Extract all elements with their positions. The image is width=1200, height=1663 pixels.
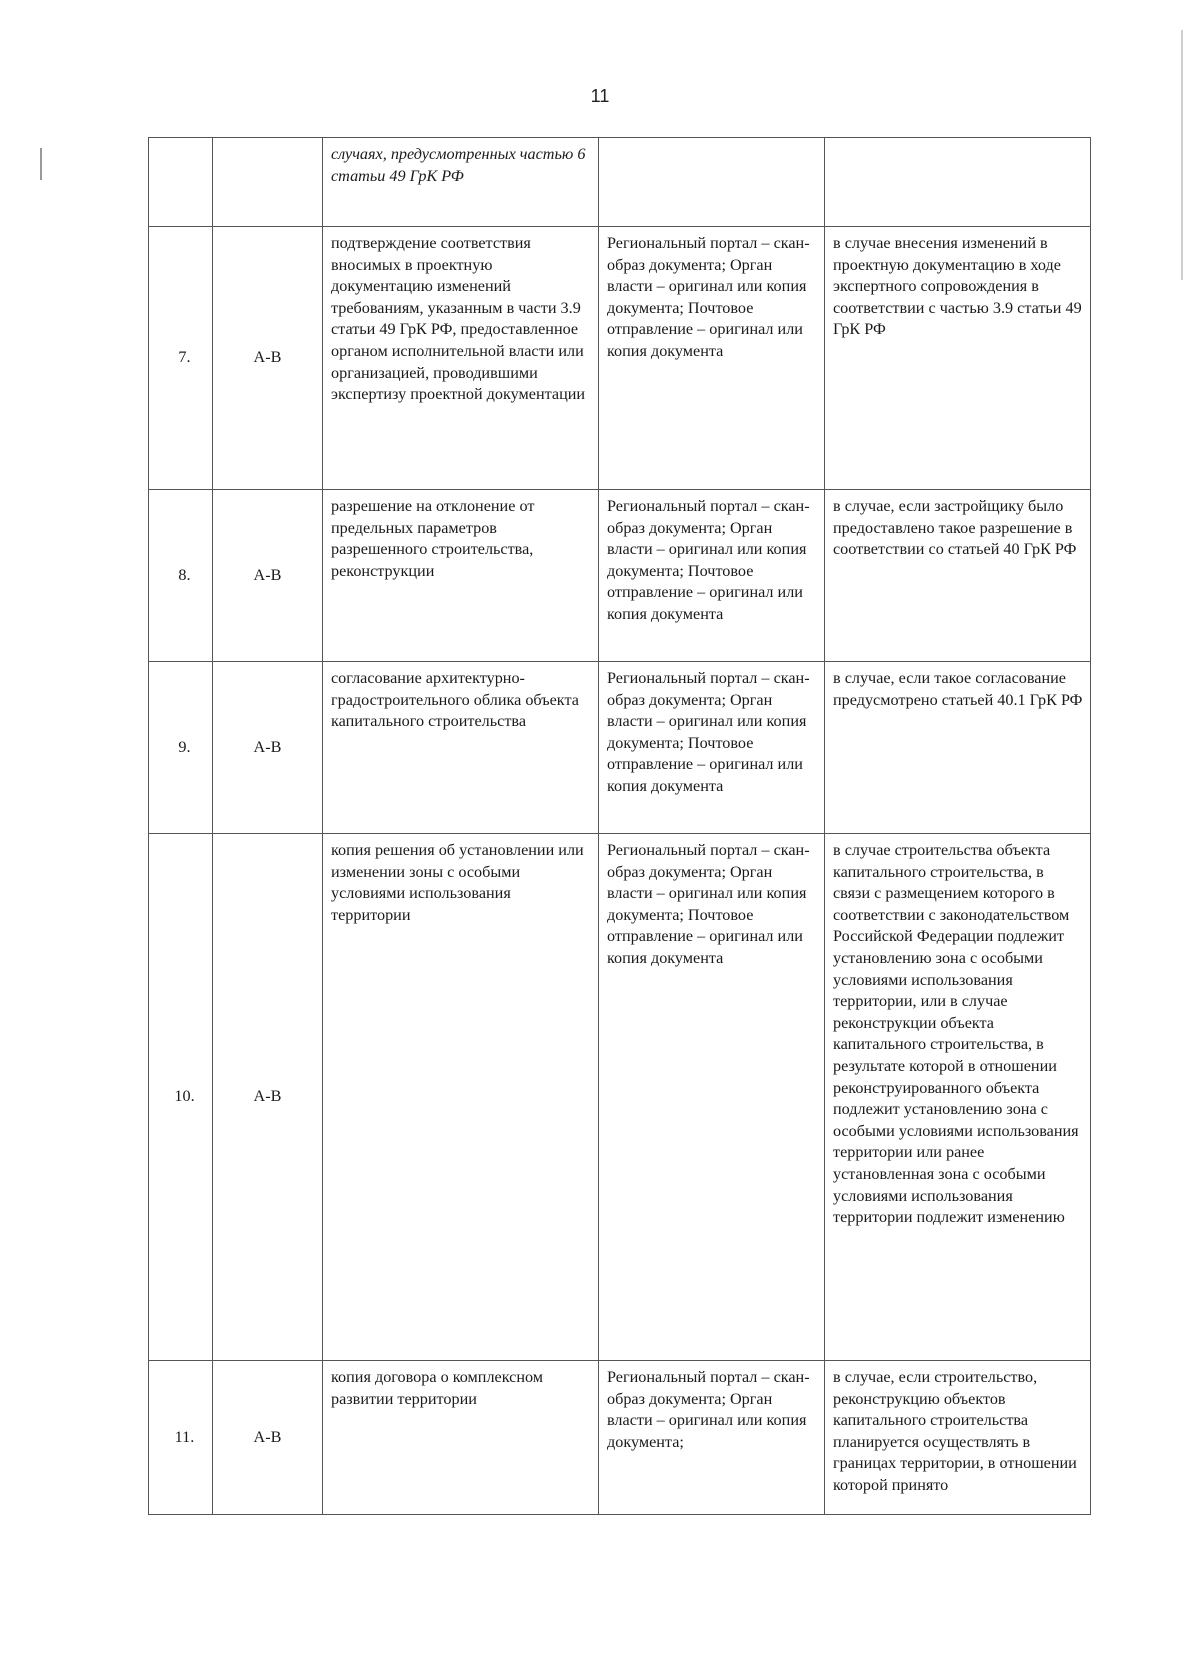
document-name: разрешение на отклонение от предельных параметров разрешенного строительства, реконструкции xyxy=(323,490,599,662)
submission-method xyxy=(599,138,825,227)
document-name: случаях, предусмотренных частью 6 статьи 49 ГрК РФ xyxy=(323,138,599,227)
row-code: А-В xyxy=(213,834,323,1361)
submission-method: Региональный портал – скан-образ документа; Орган власти – оригинал или копия документа; Почтовое отправление – оригинал или копия документа xyxy=(599,834,825,1361)
submission-method: Региональный портал – скан-образ документа; Орган власти – оригинал или копия документа; xyxy=(599,1361,825,1515)
condition: в случае строительства объекта капитального строительства, в связи с размещением которого в соответствии с законодательством Российской Федерации подлежит установлению зона с особыми условиями использования территории, или в случае реконструкции объекта капитального строительства, в результате которой в отношении реконструированного объекта подлежит установлению зона с особыми условиями использования территории или ранее установленная зона с особыми условиями использования территории подлежит изменению xyxy=(825,834,1091,1361)
table-row xyxy=(149,834,1091,1361)
scan-mark-left xyxy=(40,148,42,180)
table-row xyxy=(149,227,1091,490)
row-code: А-В xyxy=(213,227,323,490)
documents-table xyxy=(148,137,1091,1515)
condition: в случае, если застройщику было предоставлено такое разрешение в соответствии со статьей 40 ГрК РФ xyxy=(825,490,1091,662)
document-name: копия решения об установлении или изменении зоны с особыми условиями использования территории xyxy=(323,834,599,1361)
row-code: А-В xyxy=(213,1361,323,1515)
document-name: копия договора о комплексном развитии территории xyxy=(323,1361,599,1515)
condition: в случае, если строительство, реконструкцию объектов капитального строительства планируется осуществлять в границах территории, в отношении которой принято xyxy=(825,1361,1091,1515)
row-number: 8. xyxy=(149,490,213,662)
scan-mark-right xyxy=(1181,30,1183,280)
row-number: 10. xyxy=(149,834,213,1361)
submission-method: Региональный портал – скан-образ документа; Орган власти – оригинал или копия документа; Почтовое отправление – оригинал или копия документа xyxy=(599,490,825,662)
table-row xyxy=(149,1361,1091,1515)
submission-method: Региональный портал – скан-образ документа; Орган власти – оригинал или копия документа; Почтовое отправление – оригинал или копия документа xyxy=(599,662,825,834)
condition: в случае, если такое согласование предусмотрено статьей 40.1 ГрК РФ xyxy=(825,662,1091,834)
row-code xyxy=(213,138,323,227)
table-row xyxy=(149,490,1091,662)
row-number: 11. xyxy=(149,1361,213,1515)
submission-method: Региональный портал – скан-образ документа; Орган власти – оригинал или копия документа; Почтовое отправление – оригинал или копия документа xyxy=(599,227,825,490)
condition xyxy=(825,138,1091,227)
table-row xyxy=(149,662,1091,834)
table-row xyxy=(149,138,1091,227)
document-name: подтверждение соответствия вносимых в проектную документацию изменений требованиям, указанным в части 3.9 статьи 49 ГрК РФ, предоставленное органом исполнительной власти или организацией, проводившими экспертизу проектной документации xyxy=(323,227,599,490)
page-number: 11 xyxy=(590,86,610,106)
row-code: А-В xyxy=(213,490,323,662)
row-number: 9. xyxy=(149,662,213,834)
row-code: А-В xyxy=(213,662,323,834)
row-number xyxy=(149,138,213,227)
condition: в случае внесения изменений в проектную документацию в ходе экспертного сопровождения в соответствии с частью 3.9 статьи 49 ГрК РФ xyxy=(825,227,1091,490)
row-number: 7. xyxy=(149,227,213,490)
document-name: согласование архитектурно-градостроительного облика объекта капитального строительства xyxy=(323,662,599,834)
